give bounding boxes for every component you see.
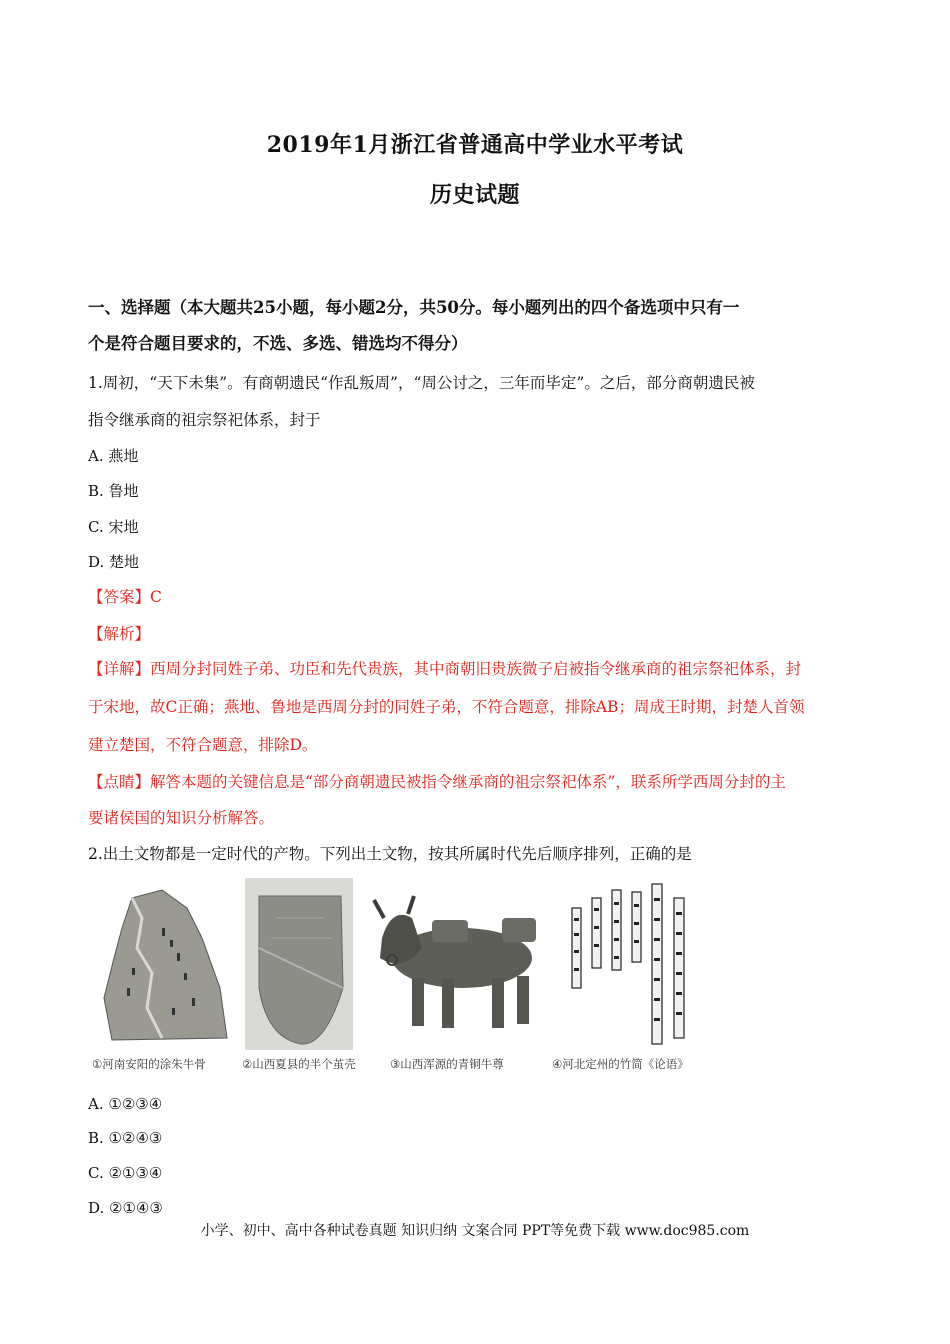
- q1-detail-line1: 【详解】西周分封同姓子弟、功臣和先代贵族，其中商朝旧贵族微子启被指令继承商的祖宗祭祀体系，封: [88, 660, 802, 678]
- q1-option-b: B. 鲁地: [88, 482, 139, 500]
- caption-oracle-bone: ①河南安阳的涂朱牛骨: [92, 1057, 206, 1071]
- q1-detail-line2: 于宋地，故C正确；燕地、鲁地是西周分封的同姓子弟，不符合题意，排除AB；周成王时期，封楚人首领: [88, 698, 805, 716]
- q1-stem-line2: 指令继承商的祖宗祭祀体系，封于: [88, 411, 321, 429]
- q1-analysis-label: 【解析】: [88, 625, 151, 643]
- q2-option-a: A. ①②③④: [88, 1095, 163, 1113]
- caption-cocoon: ②山西夏县的半个茧壳: [242, 1057, 356, 1071]
- q2-option-b: B. ①②④③: [88, 1129, 163, 1147]
- q2-option-d: D. ②①④③: [88, 1199, 163, 1217]
- bamboo-slips-image: [558, 878, 704, 1050]
- page-footer: 小学、初中、高中各种试卷真题 知识归纳 文案合同 PPT等免费下载 www.doc985.com: [200, 1223, 750, 1239]
- exam-subtitle: 历史试题: [429, 182, 520, 208]
- caption-bamboo-slips: ④河北定州的竹简《论语》: [552, 1057, 689, 1071]
- bronze-ox-image: [362, 878, 552, 1050]
- exam-title: 2019年1月浙江省普通高中学业水平考试: [266, 132, 684, 158]
- section-heading-line2: 个是符合题目要求的，不选、多选、错选均不得分）: [88, 334, 468, 353]
- q1-stem-line1: 1.周初，“天下未集”。有商朝遗民“作乱叛周”，“周公讨之，三年而毕定”。之后，部分商朝遗民被: [88, 374, 755, 392]
- cocoon-image: [245, 878, 353, 1050]
- q2-option-c: C. ②①③④: [88, 1164, 163, 1182]
- q1-option-c: C. 宋地: [88, 518, 139, 536]
- section-heading-line1: 一、选择题（本大题共25小题，每小题2分，共50分。每小题列出的四个备选项中只有一: [88, 298, 740, 317]
- q1-tip-line2: 要诸侯国的知识分析解答。: [88, 809, 275, 827]
- q1-answer: 【答案】C: [88, 588, 162, 606]
- q1-tip-line1: 【点睛】解答本题的关键信息是“部分商朝遗民被指令继承商的祖宗祭祀体系”，联系所学西周分封的主: [88, 773, 786, 791]
- q1-option-a: A. 燕地: [88, 447, 139, 465]
- artifacts-figure: [92, 878, 704, 1076]
- caption-bronze-ox: ③山西浑源的青铜牛尊: [390, 1057, 504, 1071]
- q2-stem: 2.出土文物都是一定时代的产物。下列出土文物，按其所属时代先后顺序排列，正确的是: [88, 845, 692, 863]
- q1-option-d: D. 楚地: [88, 553, 140, 571]
- q1-detail-line3: 建立楚国，不符合题意，排除D。: [88, 736, 318, 754]
- oracle-bone-image: [92, 878, 240, 1050]
